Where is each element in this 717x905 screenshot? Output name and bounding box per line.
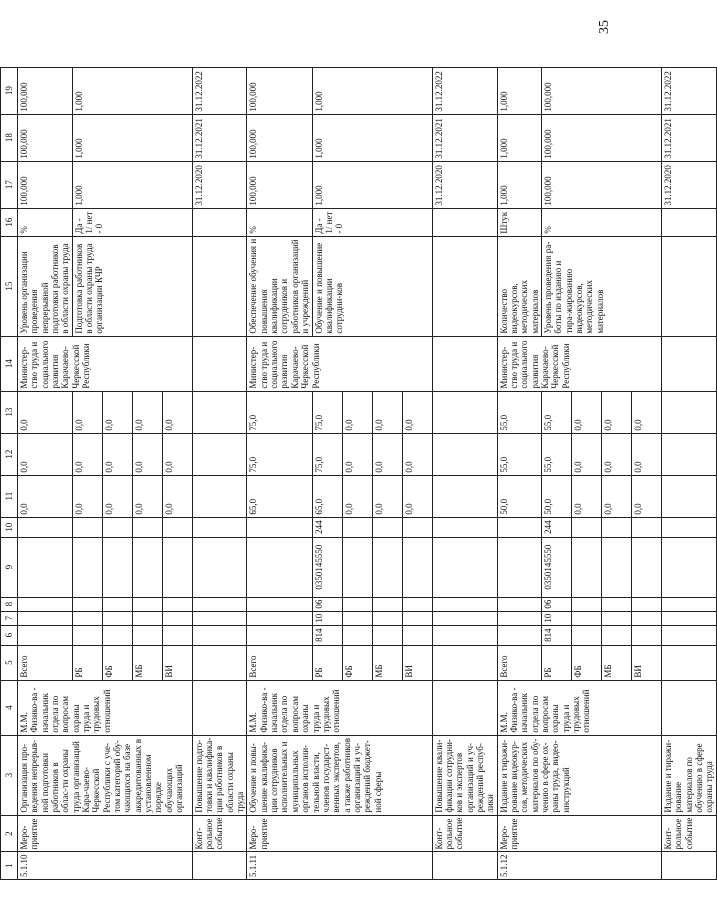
amount-2020: 0,0 — [132, 475, 162, 517]
responsible-ministry: Министер-ство труда и социального развития Карачаево-Черкесской Республики — [247, 336, 432, 391]
funding-source: ФБ — [342, 645, 372, 680]
code-grbs — [402, 625, 432, 645]
amount-2022: 75,0 — [247, 391, 312, 433]
amount-2020: 0,0 — [342, 475, 372, 517]
control-date-2022: 31.12.2022 — [432, 67, 497, 114]
amount-2020: 0,0 — [372, 475, 402, 517]
code-grbs — [247, 625, 312, 645]
control-date-2021: 31.12.2021 — [432, 114, 497, 161]
amount-2022: 0,0 — [18, 391, 73, 433]
indicator-2021: 1,000 — [312, 114, 432, 161]
code-grbs — [72, 625, 102, 645]
empty-cell — [661, 236, 716, 336]
empty-cell — [432, 680, 497, 735]
funding-source: МБ — [372, 645, 402, 680]
amount-2022: 0,0 — [601, 391, 631, 433]
code-target — [601, 537, 631, 597]
empty-cell — [432, 611, 497, 625]
code-expense — [18, 517, 73, 537]
code-expense: 244 — [541, 517, 571, 537]
empty-cell — [192, 433, 247, 475]
amount-2020: 0,0 — [631, 475, 661, 517]
amount-2022: 0,0 — [631, 391, 661, 433]
code-target: 0350145550 — [541, 537, 571, 597]
code-section — [102, 611, 132, 625]
code-section — [342, 611, 372, 625]
code-expense — [132, 517, 162, 537]
empty-cell — [432, 517, 497, 537]
amount-2021: 0,0 — [102, 433, 132, 475]
code-target — [571, 537, 601, 597]
indicator-2020: 1,000 — [497, 161, 541, 208]
empty-cell — [192, 680, 247, 735]
amount-2021: 55,0 — [497, 433, 541, 475]
code-target — [72, 537, 102, 597]
amount-2020: 0,0 — [601, 475, 631, 517]
indicator-2021: 100,000 — [247, 114, 312, 161]
column-number-9: 9 — [1, 537, 18, 597]
code-target — [631, 537, 661, 597]
empty-cell — [432, 475, 497, 517]
column-number-13: 13 — [1, 391, 18, 433]
code-section: 10 — [541, 611, 571, 625]
empty-cell — [661, 537, 716, 597]
table-body — [18, 67, 717, 879]
column-number-16: 16 — [1, 208, 18, 236]
code-expense — [402, 517, 432, 537]
amount-2021: 75,0 — [247, 433, 312, 475]
amount-2022: 0,0 — [132, 391, 162, 433]
indicator-2022: 100,000 — [541, 67, 661, 114]
row-number: 5.1.10 — [18, 852, 193, 880]
column-numbers-row — [1, 67, 18, 879]
empty-cell — [192, 517, 247, 537]
amount-2022: 0,0 — [342, 391, 372, 433]
empty-cell — [192, 236, 247, 336]
code-expense — [497, 517, 541, 537]
control-date-2022: 31.12.2022 — [192, 67, 247, 114]
indicator-2020: 1,000 — [312, 161, 432, 208]
amount-2020: 0,0 — [72, 475, 102, 517]
empty-cell — [661, 336, 716, 391]
indicator-2022: 1,000 — [72, 67, 192, 114]
funding-source: Всего — [18, 645, 73, 680]
empty-cell — [192, 597, 247, 611]
code-subsection — [631, 597, 661, 611]
funding-source: Всего — [247, 645, 312, 680]
code-grbs — [18, 625, 73, 645]
code-expense: 244 — [312, 517, 342, 537]
code-section — [372, 611, 402, 625]
column-number-8: 8 — [1, 597, 18, 611]
indicator-2022: 100,000 — [247, 67, 312, 114]
indicator-name: Количество видеокурсов, методических материалов — [497, 236, 541, 336]
row-number: 5.1.12 — [497, 852, 661, 880]
code-grbs: 814 — [541, 625, 571, 645]
amount-2020: 50,0 — [497, 475, 541, 517]
empty-cell — [432, 391, 497, 433]
empty-cell — [661, 391, 716, 433]
control-event-row — [432, 67, 497, 879]
executor: М.М. Физико-ва - начальник отдела по вопросам охраны труда и трудовых отношений — [18, 680, 193, 735]
indicator-unit: Штук — [497, 208, 541, 236]
code-subsection — [372, 597, 402, 611]
code-target — [102, 537, 132, 597]
code-subsection — [247, 597, 312, 611]
empty-cell — [661, 611, 716, 625]
measure-name: Обучение и повы-шение квалифика-ции сотрудников исполнительных и муниципальных органов исполни-тельной власти, членов государст-венных экспертов, а также работников организаций и уч-реждений бюджет-ной сферы — [247, 735, 432, 815]
amount-2020: 0,0 — [18, 475, 73, 517]
code-target — [18, 537, 73, 597]
amount-2021: 0,0 — [601, 433, 631, 475]
funding-source: РБ — [541, 645, 571, 680]
column-number-4: 4 — [1, 680, 18, 735]
amount-2020: 50,0 — [541, 475, 571, 517]
control-date-2020: 31.12.2020 — [432, 161, 497, 208]
code-expense — [571, 517, 601, 537]
code-section — [132, 611, 162, 625]
funding-source: МБ — [601, 645, 631, 680]
code-subsection: 06 — [312, 597, 342, 611]
amount-2022: 0,0 — [402, 391, 432, 433]
code-subsection — [102, 597, 132, 611]
indicator-name: Уровень проведения ра-боты по изданию и тира-жированию видеокурсов, методических материалов — [541, 236, 661, 336]
code-section — [18, 611, 73, 625]
code-section — [162, 611, 192, 625]
column-number-6: 6 — [1, 625, 18, 645]
executor: М.М. Физико-ва - начальник отдела по вопросам охраны труда и трудовых отношений — [497, 680, 661, 735]
amount-2022: 0,0 — [72, 391, 102, 433]
amount-2020: 0,0 — [571, 475, 601, 517]
amount-2021: 55,0 — [541, 433, 571, 475]
amount-2021: 0,0 — [402, 433, 432, 475]
code-section — [247, 611, 312, 625]
code-subsection — [18, 597, 73, 611]
code-subsection — [402, 597, 432, 611]
amount-2021: 75,0 — [312, 433, 342, 475]
code-section — [571, 611, 601, 625]
responsible-ministry: Министер-ство труда и социального развития Карачаево-Черкесской Республики — [18, 336, 193, 391]
control-event-name: Издание и тиражи-рование материалов по обучению в сфере охраны труда — [661, 735, 716, 815]
empty-cell — [432, 645, 497, 680]
control-event-row — [192, 67, 247, 879]
control-date-2020: 31.12.2020 — [661, 161, 716, 208]
code-target — [497, 537, 541, 597]
column-number-19: 19 — [1, 67, 18, 114]
amount-2022: 75,0 — [312, 391, 342, 433]
code-grbs — [631, 625, 661, 645]
empty-cell — [661, 625, 716, 645]
column-number-2: 2 — [1, 815, 18, 852]
column-number-15: 15 — [1, 236, 18, 336]
row-type: Конт-рольное событие — [661, 815, 716, 852]
row-type: Конт-рольное событие — [192, 815, 247, 852]
code-expense — [247, 517, 312, 537]
empty-cell — [661, 433, 716, 475]
row-type: Конт-рольное событие — [432, 815, 497, 852]
indicator-unit: % — [18, 208, 73, 236]
amount-2020: 65,0 — [312, 475, 342, 517]
code-section — [402, 611, 432, 625]
code-target — [342, 537, 372, 597]
funding-source: МБ — [132, 645, 162, 680]
indicator-name: Подготовка работников в области охраны труда организации КЧР — [72, 236, 192, 336]
code-target — [247, 537, 312, 597]
amount-2022: 0,0 — [372, 391, 402, 433]
column-number-10: 10 — [1, 517, 18, 537]
row-number — [661, 852, 716, 880]
indicator-2022: 1,000 — [497, 67, 541, 114]
amount-2021: 0,0 — [72, 433, 102, 475]
indicator-2021: 100,000 — [18, 114, 73, 161]
column-number-11: 11 — [1, 475, 18, 517]
empty-cell — [432, 537, 497, 597]
rotated-page — [0, 40, 715, 880]
empty-cell — [432, 625, 497, 645]
code-target — [162, 537, 192, 597]
code-subsection — [601, 597, 631, 611]
funding-source: Всего — [497, 645, 541, 680]
code-grbs — [571, 625, 601, 645]
amount-2022: 55,0 — [497, 391, 541, 433]
table-row — [247, 67, 312, 879]
empty-cell — [192, 391, 247, 433]
funding-source: ВИ — [402, 645, 432, 680]
empty-cell — [432, 597, 497, 611]
responsible-ministry: Министер-ство труда и социального развития Карачаево-Черкесской Республики — [497, 336, 661, 391]
indicator-unit: % — [247, 208, 312, 236]
column-number-17: 17 — [1, 161, 18, 208]
funding-source: ФБ — [102, 645, 132, 680]
column-number-14: 14 — [1, 336, 18, 391]
control-date-2021: 31.12.2021 — [661, 114, 716, 161]
row-number: 5.1.11 — [247, 852, 432, 880]
table-row — [497, 67, 541, 879]
amount-2020: 65,0 — [247, 475, 312, 517]
indicator-2020: 100,000 — [247, 161, 312, 208]
code-target — [132, 537, 162, 597]
column-number-1: 1 — [1, 852, 18, 880]
amount-2021: 0,0 — [631, 433, 661, 475]
code-expense — [72, 517, 102, 537]
funding-source: РБ — [312, 645, 342, 680]
amount-2022: 0,0 — [102, 391, 132, 433]
amount-2022: 55,0 — [541, 391, 571, 433]
control-date-2021: 31.12.2021 — [192, 114, 247, 161]
empty-cell — [432, 236, 497, 336]
code-subsection — [342, 597, 372, 611]
amount-2022: 0,0 — [162, 391, 192, 433]
indicator-2021: 1,000 — [72, 114, 192, 161]
amount-2021: 0,0 — [372, 433, 402, 475]
empty-cell — [192, 611, 247, 625]
empty-cell — [661, 517, 716, 537]
funding-source: ВИ — [162, 645, 192, 680]
empty-cell — [661, 680, 716, 735]
empty-cell — [661, 475, 716, 517]
row-type: Меро-приятие — [18, 815, 193, 852]
row-type: Меро-приятие — [497, 815, 661, 852]
indicator-2021: 100,000 — [541, 114, 661, 161]
code-section — [72, 611, 102, 625]
code-target — [402, 537, 432, 597]
row-number — [432, 852, 497, 880]
code-grbs — [102, 625, 132, 645]
code-section — [631, 611, 661, 625]
code-grbs — [162, 625, 192, 645]
measure-name: Издание и тиражи-рование видеокур-сов, методических материалов по обу-чению в сфере ох-раны труда, видео-инструкций — [497, 735, 661, 815]
control-event-row — [661, 67, 716, 879]
funding-source: ФБ — [571, 645, 601, 680]
code-subsection — [132, 597, 162, 611]
control-date-2020: 31.12.2020 — [192, 161, 247, 208]
indicator-2022: 100,000 — [18, 67, 73, 114]
code-grbs — [372, 625, 402, 645]
column-number-7: 7 — [1, 611, 18, 625]
empty-cell — [192, 475, 247, 517]
code-grbs — [132, 625, 162, 645]
control-event-name: Повышение квали-фикации сотрудни-ков и экспертов организаций и уч-реждений респуб-лики — [432, 735, 497, 815]
indicator-2022: 1,000 — [312, 67, 432, 114]
indicator-2020: 100,000 — [541, 161, 661, 208]
indicator-2020: 1,000 — [72, 161, 192, 208]
code-expense — [372, 517, 402, 537]
indicator-unit: Да - 1/ нет - 0 — [312, 208, 432, 236]
table-row — [18, 67, 73, 879]
amount-2021: 0,0 — [571, 433, 601, 475]
code-expense — [162, 517, 192, 537]
empty-cell — [192, 336, 247, 391]
row-type: Меро-приятие — [247, 815, 432, 852]
code-subsection — [571, 597, 601, 611]
empty-cell — [192, 625, 247, 645]
column-number-18: 18 — [1, 114, 18, 161]
code-grbs: 814 — [312, 625, 342, 645]
funding-source: РБ — [72, 645, 102, 680]
code-section — [497, 611, 541, 625]
indicator-2020: 100,000 — [18, 161, 73, 208]
amount-2021: 0,0 — [342, 433, 372, 475]
amount-2021: 0,0 — [18, 433, 73, 475]
empty-cell — [432, 433, 497, 475]
indicator-2021: 1,000 — [497, 114, 541, 161]
executor: М.М. Физико-ва - начальник отдела по вопросам охраны труда и трудовых отношений — [247, 680, 432, 735]
column-number-3: 3 — [1, 735, 18, 815]
empty-cell — [192, 537, 247, 597]
empty-cell — [661, 208, 716, 236]
code-subsection — [162, 597, 192, 611]
control-date-2022: 31.12.2022 — [661, 67, 716, 114]
amount-2021: 0,0 — [162, 433, 192, 475]
code-target — [372, 537, 402, 597]
code-grbs — [497, 625, 541, 645]
code-section — [601, 611, 631, 625]
control-event-name: Повышение подго-товки и квалифика-ции работников в области охраны труда — [192, 735, 247, 815]
empty-cell — [661, 597, 716, 611]
indicator-name: Уровень организации проведения непрерывной подготовки работников в области охраны труда — [18, 236, 73, 336]
empty-cell — [192, 208, 247, 236]
code-subsection — [497, 597, 541, 611]
code-grbs — [601, 625, 631, 645]
measure-name: Организация про-ведения непрерыв-ной подготовки работников в облас-ти охраны труда организаций Кара-чаево-Черкесской Республики с уче-том категорий обу-чающихся на базе аккредитованных в установленном порядке обучающих организаций — [18, 735, 193, 815]
amount-2020: 0,0 — [402, 475, 432, 517]
code-subsection — [72, 597, 102, 611]
code-expense — [631, 517, 661, 537]
code-expense — [342, 517, 372, 537]
code-section: 10 — [312, 611, 342, 625]
code-subsection: 06 — [541, 597, 571, 611]
column-number-5: 5 — [1, 645, 18, 680]
row-number — [192, 852, 247, 880]
code-expense — [102, 517, 132, 537]
amount-2020: 0,0 — [162, 475, 192, 517]
amount-2020: 0,0 — [102, 475, 132, 517]
indicator-unit: % — [541, 208, 661, 236]
empty-cell — [432, 208, 497, 236]
code-target: 0350145550 — [312, 537, 342, 597]
amount-2022: 0,0 — [571, 391, 601, 433]
empty-cell — [432, 336, 497, 391]
page-number: 35 — [597, 20, 612, 34]
column-number-12: 12 — [1, 433, 18, 475]
indicator-unit: Да - 1/ нет - 0 — [72, 208, 192, 236]
funding-source: ВИ — [631, 645, 661, 680]
amount-2021: 0,0 — [132, 433, 162, 475]
empty-cell — [661, 645, 716, 680]
empty-cell — [192, 645, 247, 680]
program-table — [0, 67, 717, 880]
code-grbs — [342, 625, 372, 645]
indicator-name: Обучение и повышение квалификации сотрудни-ков — [312, 236, 432, 336]
indicator-name: Обеспечение обучения и повышения квалификации сотрудников и работников организаций и учреждений — [247, 236, 312, 336]
code-expense — [601, 517, 631, 537]
